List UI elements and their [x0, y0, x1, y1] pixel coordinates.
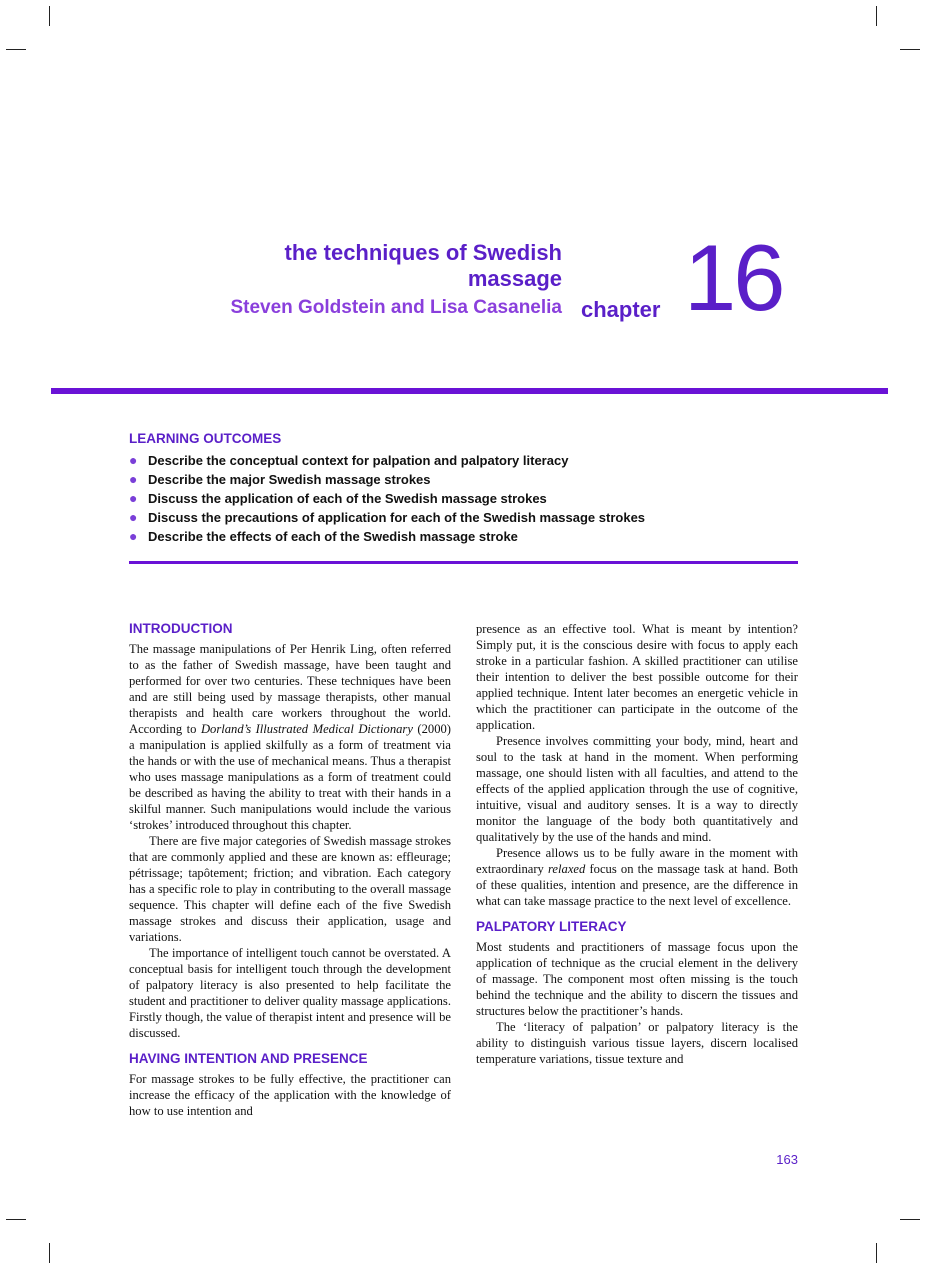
list-item: ● Discuss the application of each of the Swedish massage strokes [129, 490, 547, 506]
list-item: ● Discuss the precautions of application for each of the Swedish massage strokes [129, 509, 646, 525]
crop-mark [49, 6, 50, 26]
outcomes-divider [129, 561, 798, 564]
crop-mark [6, 49, 26, 50]
chapter-number: 16 [684, 225, 783, 330]
crop-mark [876, 6, 877, 26]
list-item: ● Describe the major Swedish massage strokes [129, 471, 431, 487]
intention-paragraph-3: Presence allows us to be fully aware in the moment with extraordinary relaxed focus on the massage task at hand. Both of these qualities, intention and presence, are the difference in what can take massage practice to the next level of excellence. [476, 846, 798, 908]
chapter-title-line-1: the techniques of Swedish [284, 240, 562, 265]
chapter-divider [51, 388, 888, 394]
chapter-heading [130, 240, 562, 320]
intention-heading: HAVING INTENTION AND PRESENCE [129, 1051, 368, 1066]
crop-mark [900, 49, 920, 50]
palpatory-heading: PALPATORY LITERACY [476, 919, 627, 934]
palpatory-paragraph-1: Most students and practitioners of massage focus upon the application of technique as the crucial element in the delivery of massage. The component most often missing is the touch behind the technique and the ability to discern the tissues and structures below the practitioner’s hands. [476, 940, 798, 1018]
chapter-authors: Steven Goldstein and Lisa Casanelia [230, 297, 562, 318]
introduction-paragraph-2: There are five major categories of Swedish massage strokes that are commonly applied and these are known as: effleurage; pétrissage; tapôtement; friction; and vibration. Each category has a specific role to play in contributing to the overall massage sequence. This chapter will define each of the five Swedish massage strokes and discuss their application, usage and variations. [129, 834, 451, 944]
page-number: 163 [776, 1152, 798, 1167]
list-item: ● Describe the effects of each of the Swedish massage stroke [129, 528, 518, 544]
introduction-paragraph-1: The massage manipulations of Per Henrik Ling, often referred to as the father of Swedish massage, have been taught and performed for over two centuries. These techniques have been and are still being used by massage therapists, other manual therapists and health care workers throughout the world. According to Dorland’s Illustrated Medical Dictionary (2000) a manipulation is applied skilfully as a form of treatment via the hands or with the use of mechanical means. Thus a therapist who uses massage manipulations as a form of treatment could be described as having the ability to treat with their hands in a skilful manner. Such manipulations would include the various ‘strokes’ introduced throughout this chapter. [129, 642, 451, 832]
crop-mark [876, 1243, 877, 1263]
crop-mark [49, 1243, 50, 1263]
chapter-title-line-2: massage [467, 266, 562, 291]
introduction-heading: INTRODUCTION [129, 621, 233, 636]
learning-outcomes-heading: LEARNING OUTCOMES [129, 431, 282, 446]
bullet-icon: ● [129, 509, 138, 525]
palpatory-paragraph-2: The ‘literacy of palpation’ or palpatory literacy is the ability to distinguish various tissue layers, discern localised temperature variations, tissue texture and [476, 1020, 798, 1066]
intention-paragraph-1-start: For massage strokes to be fully effective, the practitioner can increase the efficacy of the application with the knowledge of how to use intention and [129, 1072, 451, 1118]
emphasis: relaxed [548, 862, 586, 876]
reference-title: Dorland’s Illustrated Medical Dictionary [200, 722, 413, 736]
text-column-left [129, 621, 451, 1119]
bullet-icon: ● [129, 528, 138, 544]
chapter-label: chapter [581, 297, 661, 322]
introduction-paragraph-3: The importance of intelligent touch cannot be overstated. A conceptual basis for intelligent touch through the development of palpatory literacy is also presented to help facilitate the student and practitioner to deliver quality massage applications. Firstly though, the value of therapist intent and presence will be discussed. [129, 946, 451, 1040]
learning-outcomes-list [129, 451, 799, 546]
list-item: ● Describe the conceptual context for palpation and palpatory literacy [129, 452, 569, 468]
bullet-icon: ● [129, 471, 138, 487]
bullet-icon: ● [129, 452, 138, 468]
intention-paragraph-1-cont: presence as an effective tool. What is meant by intention? Simply put, it is the conscious desire with focus to apply each stroke in a particular fashion. A skilled practitioner can utilise their intention to deliver the best possible outcome for their applied technique. Intent later becomes an energetic vehicle in which the practitioner can participate in the outcome of the application. [476, 622, 798, 732]
text-column-right [476, 621, 798, 1067]
crop-mark [900, 1219, 920, 1220]
crop-mark [6, 1219, 26, 1220]
intention-paragraph-2: Presence involves committing your body, mind, heart and soul to the task at hand in the moment. When performing massage, one should listen with all faculties, and attend to the effects of the applied application through the use of cognitive, intuitive, visual and auditory senses. It is a way to directly monitor the language of the body both quantitatively and qualitatively by the use of the hands and mind. [476, 734, 798, 844]
bullet-icon: ● [129, 490, 138, 506]
learning-outcomes [129, 431, 799, 546]
